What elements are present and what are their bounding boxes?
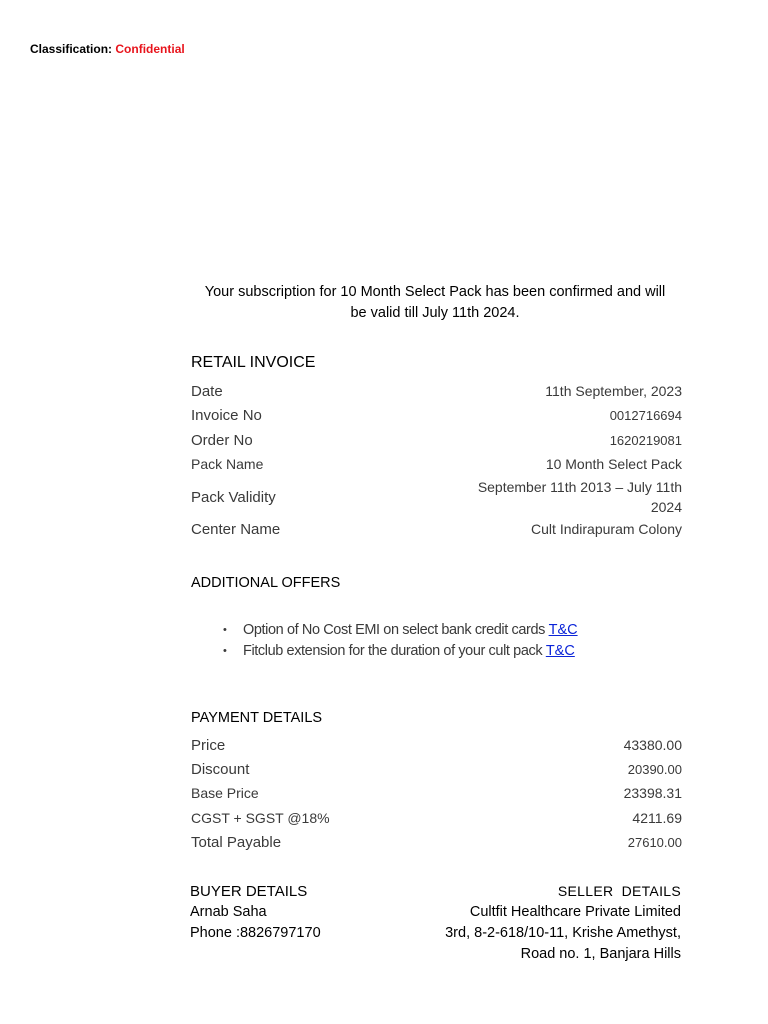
payment-row-base-price [191, 782, 682, 804]
offer-text: Fitclub extension for the duration of your cult pack [243, 643, 546, 659]
buyer-details [190, 881, 321, 944]
retail-invoice-title: RETAIL INVOICE [191, 354, 316, 371]
payment-row-label: Discount [191, 760, 250, 778]
payment-row-label: Total Payable [191, 833, 282, 851]
payment-row-value: 27610.00 [627, 834, 682, 850]
invoice-row-label: Center Name [191, 520, 281, 538]
payment-row-value: 23398.31 [623, 785, 682, 801]
classification-banner [30, 42, 185, 56]
invoice-row-value: Cult Indirapuram Colony [531, 521, 682, 537]
seller-address-line-2: Road no. 1, Banjara Hills [520, 946, 681, 962]
list-item [223, 620, 578, 641]
invoice-row-value: 0012716694 [609, 407, 682, 423]
payment-row-discount [191, 758, 682, 780]
payment-row-label: CGST + SGST @18% [191, 810, 330, 826]
invoice-row-label: Pack Validity [191, 488, 276, 506]
payment-row-value: 43380.00 [623, 737, 682, 753]
additional-offers-title: ADDITIONAL OFFERS [191, 575, 341, 591]
confirmation-message [180, 282, 690, 324]
terms-link[interactable]: T&C [545, 643, 575, 659]
confirmation-line-1: Your subscription for 10 Month Select Pack has been confirmed and will [204, 284, 666, 300]
seller-details [445, 881, 681, 965]
invoice-row-label: Date [191, 382, 223, 400]
seller-address-line-1: 3rd, 8-2-618/10-11, Krishe Amethyst, [445, 925, 681, 941]
payment-row-label: Price [191, 736, 226, 754]
invoice-row-label: Invoice No [191, 406, 262, 424]
buyer-phone: Phone :8826797170 [190, 925, 321, 941]
invoice-row-value: 1620219081 [609, 432, 682, 448]
payment-row-value: 4211.69 [632, 810, 682, 826]
payment-row-total [191, 831, 682, 853]
payment-row-value: 20390.00 [627, 761, 682, 777]
seller-details-title: SELLER DETAILS [557, 883, 681, 899]
offers-list [223, 620, 578, 662]
payment-details-title: PAYMENT DETAILS [191, 710, 323, 726]
payment-row-price [191, 734, 682, 756]
invoice-row-label: Order No [191, 431, 253, 449]
terms-link[interactable]: T&C [548, 622, 578, 638]
invoice-row-pack-validity [191, 477, 682, 517]
confirmation-line-2: be valid till July 11th 2024. [350, 305, 520, 321]
buyer-details-title: BUYER DETAILS [190, 883, 308, 900]
payment-row-label: Base Price [191, 785, 259, 801]
invoice-row-value: 10 Month Select Pack [545, 456, 682, 472]
invoice-row-center-name [191, 518, 682, 540]
classification-label: Classification: [30, 42, 113, 56]
invoice-row-label: Pack Name [191, 456, 264, 472]
buyer-name: Arnab Saha [190, 904, 267, 920]
invoice-row-value: 11th September, 2023 [545, 383, 682, 399]
invoice-row-invoice-no [191, 404, 682, 426]
list-item [223, 641, 578, 662]
offer-text: Option of No Cost EMI on select bank credit cards [243, 622, 549, 638]
seller-name: Cultfit Healthcare Private Limited [469, 904, 681, 920]
invoice-row-pack-name [191, 453, 682, 475]
invoice-row-value: September 11th 2013 – July 11th 2024 [477, 479, 682, 515]
classification-value: Confidential [115, 42, 185, 56]
payment-row-tax [191, 807, 682, 829]
invoice-row-order-no [191, 429, 682, 451]
invoice-row-date [191, 380, 682, 402]
